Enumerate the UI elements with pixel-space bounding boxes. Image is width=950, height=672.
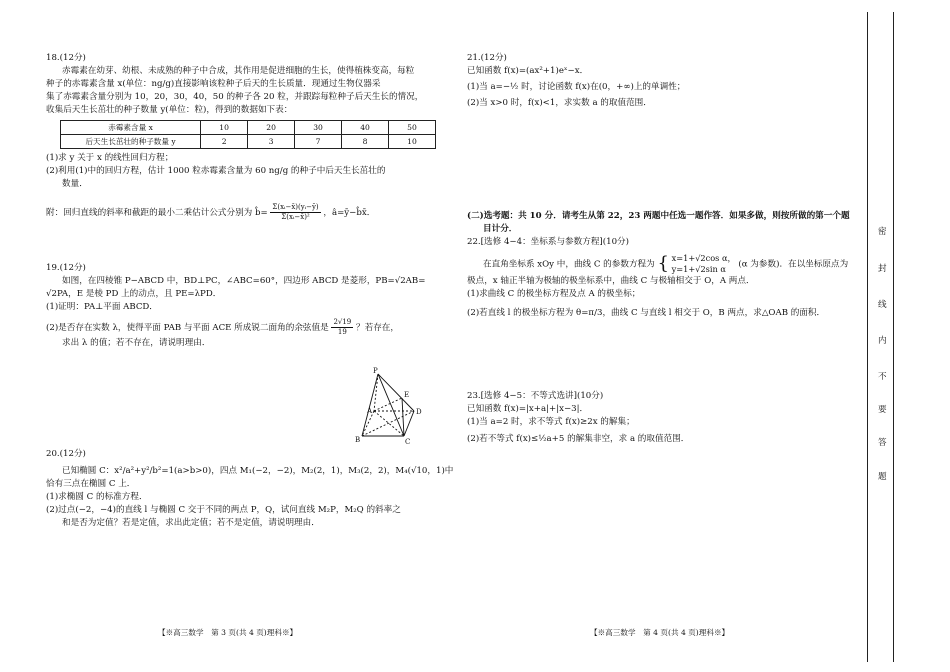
question-20 (46, 448, 454, 530)
q21-sub-2: (2)当 x>0 时，f(x)<1，求实数 a 的取值范围． (467, 98, 652, 108)
table-cell: 3 (248, 135, 295, 149)
formula-denominator: Σ(xᵢ−x̄)² (281, 213, 310, 221)
edge-AE (374, 398, 402, 411)
q18-formula (46, 203, 436, 222)
optional-instruction-2: 目计分． (483, 224, 518, 234)
q20-heading: 20.(12分) (46, 449, 86, 459)
q19-frac-den: 19 (337, 328, 347, 336)
table-cell: 20 (248, 121, 295, 135)
table-cell: 50 (389, 121, 436, 135)
q21-heading: 21.(12分) (467, 53, 507, 63)
q19-sub-1: (1)证明：PA⊥平面 ABCD． (46, 302, 158, 312)
q22-heading: 22.[选修 4−4：坐标系与参数方程](10分) (467, 237, 630, 247)
question-21 (467, 52, 860, 110)
q23-heading: 23.[选修 4−5：不等式选讲](10分) (467, 391, 604, 401)
footer-page-3: 【※高三数学 第 3 页(共 4 页)理科※】 (158, 628, 298, 637)
brace-icon: { (657, 253, 669, 274)
optional-section (467, 210, 860, 320)
margin-char: 封 (878, 264, 887, 274)
table-cell: 10 (201, 121, 248, 135)
q22-text-1b: (α 为参数)．在以坐标原点为 (738, 259, 849, 270)
margin-char: 内 (878, 336, 887, 346)
q18-text-1: 赤霉素在幼芽、幼根、未成熟的种子中合成，其作用是促进细胞的生长，使得植株变高，每粒 (62, 66, 415, 76)
label-B: B (355, 436, 361, 444)
right-column (467, 52, 860, 110)
question-23 (467, 390, 860, 446)
binding-line-left (867, 12, 868, 662)
q23-text-1: 已知函数 f(x)=|x+a|+|x−3|． (467, 404, 589, 414)
q19-sub-2 (46, 318, 436, 337)
q19-heading: 19.(12分) (46, 263, 86, 273)
q20-text-1: 已知椭圆 C：x²/a²+y²/b²=1(a>b>0)，四点 M₁(−2，−2)，M₂(2，1)，M₃(2，2)，M₄(√10，1)中 (62, 466, 454, 476)
formula-fraction (270, 203, 320, 222)
q18-text-3: 集了赤霉素含量分别为 10，20，30，40，50 的种子各 20 粒，并跟踪每粒种子后天生长的情况， (46, 92, 424, 102)
footer-page-4: 【※高三数学 第 4 页(共 4 页)理科※】 (590, 628, 730, 637)
left-column (46, 52, 436, 350)
label-P: P (373, 367, 378, 375)
table-header-x: 赤霉素含量 x (61, 121, 201, 135)
q22-param-y: y=1+√2sin α (671, 264, 726, 274)
table-row (61, 135, 436, 149)
q22-text-1a: 在直角坐标系 xOy 中，曲线 C 的参数方程为 (483, 259, 655, 270)
q20-sub-2b: 和是否为定值？若是定值，求出此定值；若不是定值，请说明理由． (62, 518, 320, 528)
table-cell: 7 (295, 135, 342, 149)
q18-heading: 18.(12分) (46, 53, 86, 63)
q19-text-2: √2PA，E 是棱 PD 上的动点，且 PE=λPD． (46, 289, 222, 299)
q23-sub-2: (2)若不等式 f(x)≤½a+5 的解集非空，求 a 的取值范围． (467, 434, 690, 444)
q22-text-2: 极点，x 轴正半轴为极轴的极坐标系中，曲线 C 与极轴相交于 O，A 两点． (467, 276, 755, 286)
q19-sub-2a: (2)是否存在实数 λ，使得平面 PAB 与平面 ACE 所成锐二面角的余弦值是 (46, 323, 329, 333)
question-18 (46, 52, 436, 222)
table-cell: 8 (342, 135, 389, 149)
table-header-y: 后天生长茁壮的种子数量 y (61, 135, 201, 149)
q18-sub-2a: (2)利用(1)中的回归方程，估计 1000 粒赤霉素含量为 60 ng/g 的种子中后天生长茁壮的 (46, 166, 386, 176)
q18-text-2: 种子的赤霉素含量 x(单位：ng/g)直接影响该粒种子后天的生长质量．现通过生物仪器采 (46, 79, 381, 89)
q23-sub-1: (1)当 a=2 时，求不等式 f(x)≥2x 的解集； (467, 417, 635, 427)
formula-lead: 附：回归直线的斜率和截距的最小二乘估计公式分别为 b̂= (46, 208, 268, 218)
formula-tail: ，â=ȳ−b̂x̄． (323, 208, 376, 218)
margin-char: 要 (878, 405, 887, 415)
q20-text-2: 恰有三点在椭圆 C 上． (46, 479, 136, 489)
q20-sub-1: (1)求椭圆 C 的标准方程． (46, 492, 148, 502)
margin-char: 答 (878, 438, 887, 448)
q19-fraction (331, 318, 353, 337)
pyramid-figure (352, 366, 432, 446)
label-D: D (416, 408, 422, 416)
q19-sub-2c: 求出 λ 的值；若不存在，请说明理由． (62, 338, 211, 348)
q19-text-1: 如图，在四棱锥 P−ABCD 中，BD⊥PC，∠ABC=60°，四边形 ABCD 是菱形，PB=√2AB= (62, 276, 426, 286)
margin-char: 线 (878, 300, 887, 310)
formula-numerator: Σ(xᵢ−x̄)(yᵢ−ȳ) (272, 203, 319, 211)
margin-char: 密 (878, 227, 887, 237)
edge-PB (362, 374, 378, 436)
table-cell: 10 (389, 135, 436, 149)
q22-sub-2: (2)若直线 l 的极坐标方程为 θ=π/3，曲线 C 与直线 l 相交于 O，B 两点，求△OAB 的面积． (467, 308, 826, 318)
q22-text-1 (467, 253, 860, 275)
label-C: C (405, 438, 411, 446)
q21-text-1: 已知函数 f(x)=(ax²+1)eˣ−x． (467, 66, 589, 76)
question-22 (467, 236, 860, 320)
q21-sub-1: (1)当 a=−½ 时，讨论函数 f(x)在(0，+∞)上的单调性； (467, 82, 686, 92)
q18-sub-1: (1)求 y 关于 x 的线性回归方程； (46, 153, 174, 163)
q18-sub-2b: 数量． (62, 179, 88, 189)
q22-param-system (672, 253, 736, 275)
q18-text-4: 收集后天生长茁壮的种子数量 y(单位：粒)，得到的数据如下表： (46, 105, 293, 115)
q20-sub-2a: (2)过点(−2，−4)的直线 l 与椭圆 C 交于不同的两点 P，Q，试问直线 M₂P，M₂Q 的斜率之 (46, 505, 401, 515)
q22-param-x: x=1+√2cos α， (671, 253, 736, 263)
label-E: E (404, 391, 410, 399)
table-cell: 30 (295, 121, 342, 135)
q19-sub-2b: ？若存在， (356, 323, 399, 333)
optional-instruction-1: (二)选考题：共 10 分．请考生从第 22，23 两题中任选一题作答．如果多做，则按所做的第一个题 (467, 211, 850, 221)
q18-data-table (60, 120, 436, 149)
margin-char: 题 (878, 472, 887, 482)
question-19 (46, 262, 436, 350)
table-cell: 2 (201, 135, 248, 149)
table-row (61, 121, 436, 135)
q19-frac-num: 2√19 (333, 318, 352, 326)
table-cell: 40 (342, 121, 389, 135)
binding-line-right (893, 12, 894, 662)
label-A: A (367, 407, 373, 415)
edge-PA (374, 374, 378, 411)
margin-char: 不 (878, 372, 887, 382)
q22-sub-1: (1)求曲线 C 的极坐标方程及点 A 的极坐标； (467, 289, 641, 299)
